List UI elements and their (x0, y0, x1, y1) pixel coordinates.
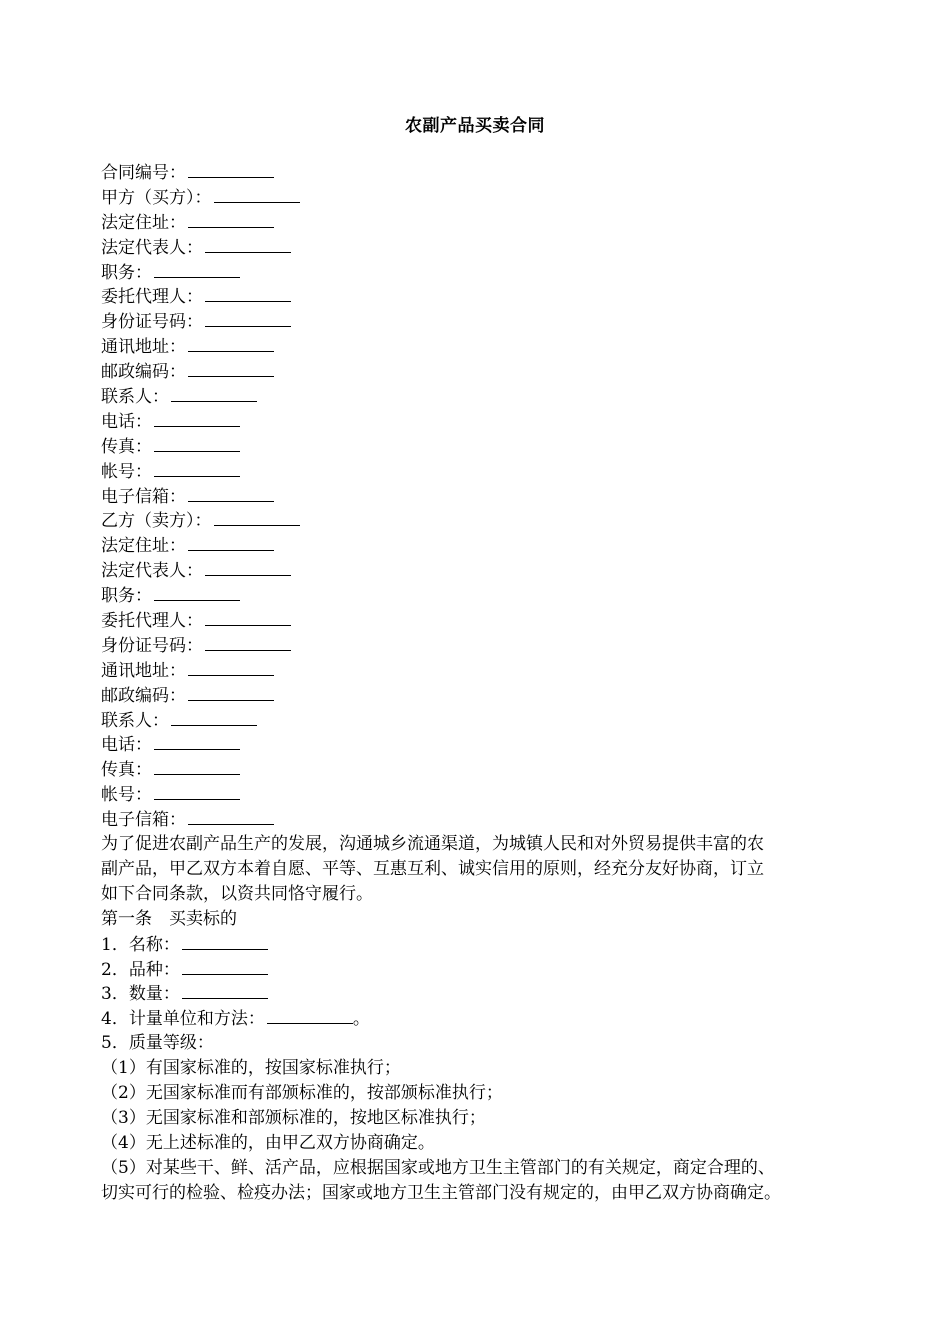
field-label: 传真： (101, 436, 152, 457)
field-label: 电子信箱： (101, 486, 186, 507)
party-field (101, 683, 861, 708)
field-label: 委托代理人： (101, 611, 203, 632)
party-field (101, 334, 861, 359)
field-label: 法定住址： (101, 536, 186, 557)
field-label: 职务： (101, 586, 152, 607)
party-field (101, 608, 861, 633)
party-field (101, 260, 861, 285)
article-field (101, 1006, 861, 1031)
intro-paragraph-line: 为了促进农副产品生产的发展，沟通城乡流通渠道，为城镇人民和对外贸易提供丰富的农 (101, 834, 764, 855)
party-field (101, 459, 861, 484)
field-label: 法定代表人： (101, 237, 203, 258)
field-label: 乙方（卖方）： (101, 511, 212, 532)
fill-in-blank[interactable] (154, 260, 240, 278)
fill-in-blank[interactable] (214, 508, 300, 526)
fill-in-blank[interactable] (154, 782, 240, 800)
intro-paragraph-line: 副产品，甲乙双方本着自愿、平等、互惠互利、诚实信用的原则，经充分友好协商，订立 (101, 858, 764, 879)
field-label: 法定住址： (101, 212, 186, 233)
field-label: 1．名称： (101, 934, 180, 955)
fill-in-blank[interactable] (188, 359, 274, 377)
party-field (101, 309, 861, 334)
field-label: 邮政编码： (101, 685, 186, 706)
article-field (101, 957, 861, 982)
party-field (101, 583, 861, 608)
field-label: 甲方（买方）： (101, 187, 212, 208)
field-label: 电子信箱： (101, 810, 186, 831)
field-label: 3．数量： (101, 984, 180, 1005)
fill-in-blank[interactable] (182, 981, 268, 999)
party-field (101, 533, 861, 558)
party-field (101, 708, 861, 733)
party-field (101, 359, 861, 384)
party-field (101, 210, 861, 235)
party-field (101, 807, 861, 832)
party-field (101, 409, 861, 434)
fill-in-blank[interactable] (205, 284, 291, 302)
fill-in-blank[interactable] (205, 309, 291, 327)
article-field (101, 981, 861, 1006)
party-field (101, 160, 861, 185)
quality-clause-line: 切实可行的检验、检疫办法；国家或地方卫生主管部门没有规定的，由甲乙双方协商确定。 (101, 1182, 781, 1203)
fill-in-blank[interactable] (154, 434, 240, 452)
party-field (101, 633, 861, 658)
party-field (101, 484, 861, 509)
fill-in-blank[interactable] (154, 757, 240, 775)
field-label: 通讯地址： (101, 337, 186, 358)
field-label: 传真： (101, 760, 152, 781)
party-field (101, 658, 861, 683)
party-field (101, 782, 861, 807)
fill-in-blank[interactable] (154, 409, 240, 427)
fill-in-blank[interactable] (154, 459, 240, 477)
party-field (101, 732, 861, 757)
party-field (101, 558, 861, 583)
party-field (101, 384, 861, 409)
fill-in-blank[interactable] (182, 932, 268, 950)
intro-paragraph-line: 如下合同条款，以资共同恪守履行。 (101, 883, 373, 904)
field-label: 联系人： (101, 387, 169, 408)
quality-heading: 5．质量等级： (101, 1033, 214, 1054)
field-label: 电话： (101, 411, 152, 432)
field-label: 法定代表人： (101, 561, 203, 582)
fill-in-blank[interactable] (188, 533, 274, 551)
fill-in-blank[interactable] (188, 807, 274, 825)
party-field (101, 508, 861, 533)
quality-clause-line: （1）有国家标准的，按国家标准执行； (101, 1058, 401, 1079)
party-field (101, 757, 861, 782)
article-field (101, 932, 861, 957)
field-label: 身份证号码： (101, 635, 203, 656)
fill-in-blank[interactable] (182, 957, 268, 975)
field-label: 身份证号码： (101, 312, 203, 333)
fill-in-blank[interactable] (188, 334, 274, 352)
party-field (101, 235, 861, 260)
article-heading: 第一条 买卖标的 (101, 908, 237, 929)
party-field (101, 284, 861, 309)
quality-clause-line: （2）无国家标准而有部颁标准的，按部颁标准执行； (101, 1082, 503, 1103)
field-label: 帐号： (101, 461, 152, 482)
fill-in-blank[interactable] (154, 732, 240, 750)
fill-in-blank[interactable] (171, 708, 257, 726)
field-label: 职务： (101, 262, 152, 283)
field-label: 帐号： (101, 785, 152, 806)
fill-in-blank[interactable] (188, 160, 274, 178)
fill-in-blank[interactable] (205, 558, 291, 576)
fill-in-blank[interactable] (205, 235, 291, 253)
fill-in-blank[interactable] (188, 210, 274, 228)
field-label: 电话： (101, 735, 152, 756)
field-label: 邮政编码： (101, 362, 186, 383)
fill-in-blank[interactable] (205, 608, 291, 626)
document-body (101, 160, 861, 1205)
fill-in-blank[interactable] (188, 683, 274, 701)
quality-clause-line: （4）无上述标准的，由甲乙双方协商确定。 (101, 1132, 435, 1153)
fill-in-blank[interactable] (205, 633, 291, 651)
party-field (101, 434, 861, 459)
party-field (101, 185, 861, 210)
field-label: 通讯地址： (101, 660, 186, 681)
field-suffix: 。 (352, 1009, 370, 1030)
fill-in-blank[interactable] (188, 658, 274, 676)
fill-in-blank[interactable] (188, 484, 274, 502)
field-label: 委托代理人： (101, 287, 203, 308)
field-label: 4．计量单位和方法： (101, 1009, 265, 1030)
field-label: 合同编号： (101, 163, 186, 183)
field-label: 联系人： (101, 710, 169, 731)
fill-in-blank[interactable] (154, 583, 240, 601)
fill-in-blank[interactable] (171, 384, 257, 402)
field-label: 2．品种： (101, 959, 180, 980)
fill-in-blank[interactable] (267, 1006, 353, 1024)
quality-clause-line: （3）无国家标准和部颁标准的，按地区标准执行； (101, 1107, 486, 1128)
fill-in-blank[interactable] (214, 185, 300, 203)
document-title: 农副产品买卖合同 (405, 116, 545, 136)
quality-clause-line: （5）对某些干、鲜、活产品，应根据国家或地方卫生主管部门的有关规定，商定合理的、 (101, 1157, 775, 1178)
